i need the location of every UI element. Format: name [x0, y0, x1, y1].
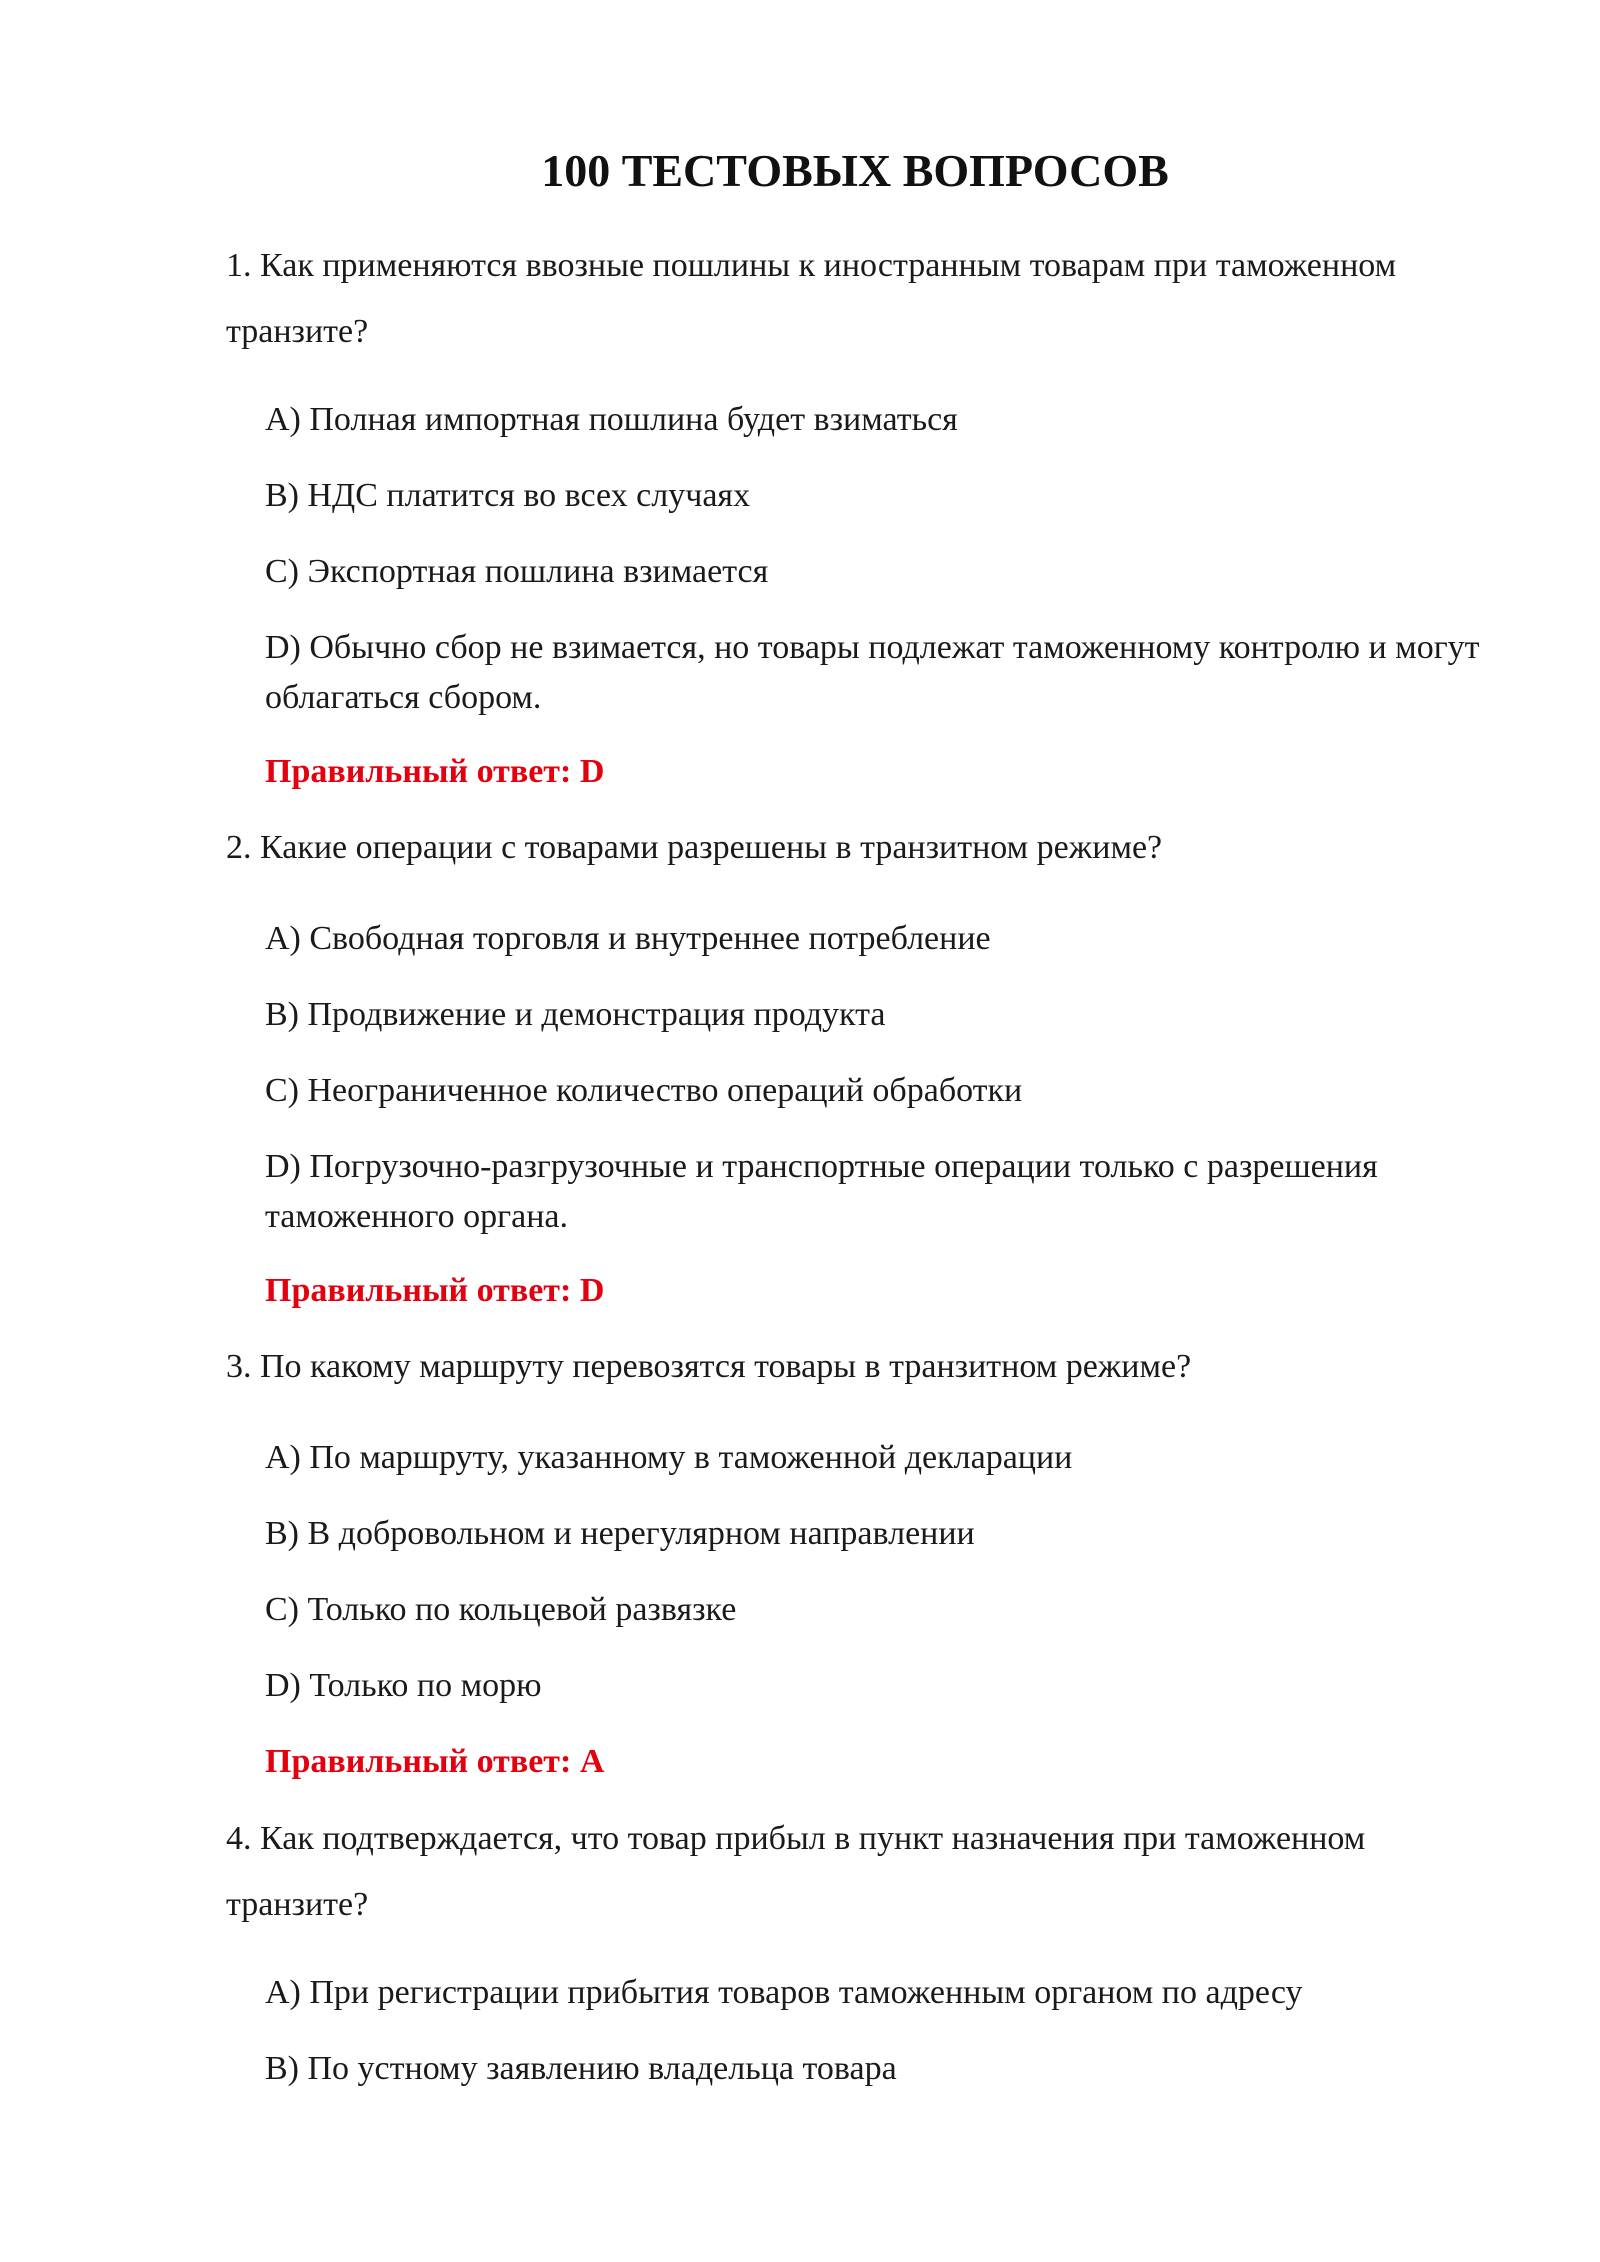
question-3-option-a: A) По маршруту, указанному в таможенной декларации: [265, 1439, 1073, 1476]
question-2-option-d: D) Погрузочно-разгрузочные и транспортные операции только с разрешения таможенного органа.: [265, 1148, 1378, 1235]
question-3-text: 3. По какому маршруту перевозятся товары в транзитном режиме?: [226, 1348, 1192, 1385]
question-1-answer: Правильный ответ: D: [265, 753, 605, 790]
question-4-option-b: B) По устному заявлению владельца товара: [265, 2050, 897, 2087]
question-3-option-d: D) Только по морю: [265, 1667, 542, 1704]
question-1-option-d: D) Обычно сбор не взимается, но товары подлежат таможенному контролю и могут облагаться сбором.: [265, 629, 1480, 716]
question-3-option-c: C) Только по кольцевой развязке: [265, 1591, 737, 1628]
question-2-text: 2. Какие операции с товарами разрешены в транзитном режиме?: [226, 829, 1163, 866]
document-title: 100 ТЕСТОВЫХ ВОПРОСОВ: [541, 145, 1169, 196]
question-2-option-a: A) Свободная торговля и внутреннее потребление: [265, 920, 991, 957]
question-3-option-b: B) В добровольном и нерегулярном направлении: [265, 1515, 975, 1552]
question-1-text: 1. Как применяются ввозные пошлины к иностранным товарам при таможенном транзите?: [226, 247, 1397, 350]
question-4-option-a: A) При регистрации прибытия товаров таможенным органом по адресу: [265, 1974, 1303, 2011]
question-3-answer: Правильный ответ: A: [265, 1743, 605, 1780]
question-2-option-b: B) Продвижение и демонстрация продукта: [265, 996, 886, 1033]
question-2-answer: Правильный ответ: D: [265, 1272, 605, 1309]
question-1-option-a: A) Полная импортная пошлина будет взиматься: [265, 401, 958, 438]
question-2-option-c: C) Неограниченное количество операций обработки: [265, 1072, 1023, 1109]
question-4-text: 4. Как подтверждается, что товар прибыл в пункт назначения при таможенном транзите?: [226, 1820, 1366, 1923]
question-1-option-c: C) Экспортная пошлина взимается: [265, 553, 769, 590]
question-1-option-b: B) НДС платится во всех случаях: [265, 477, 751, 514]
